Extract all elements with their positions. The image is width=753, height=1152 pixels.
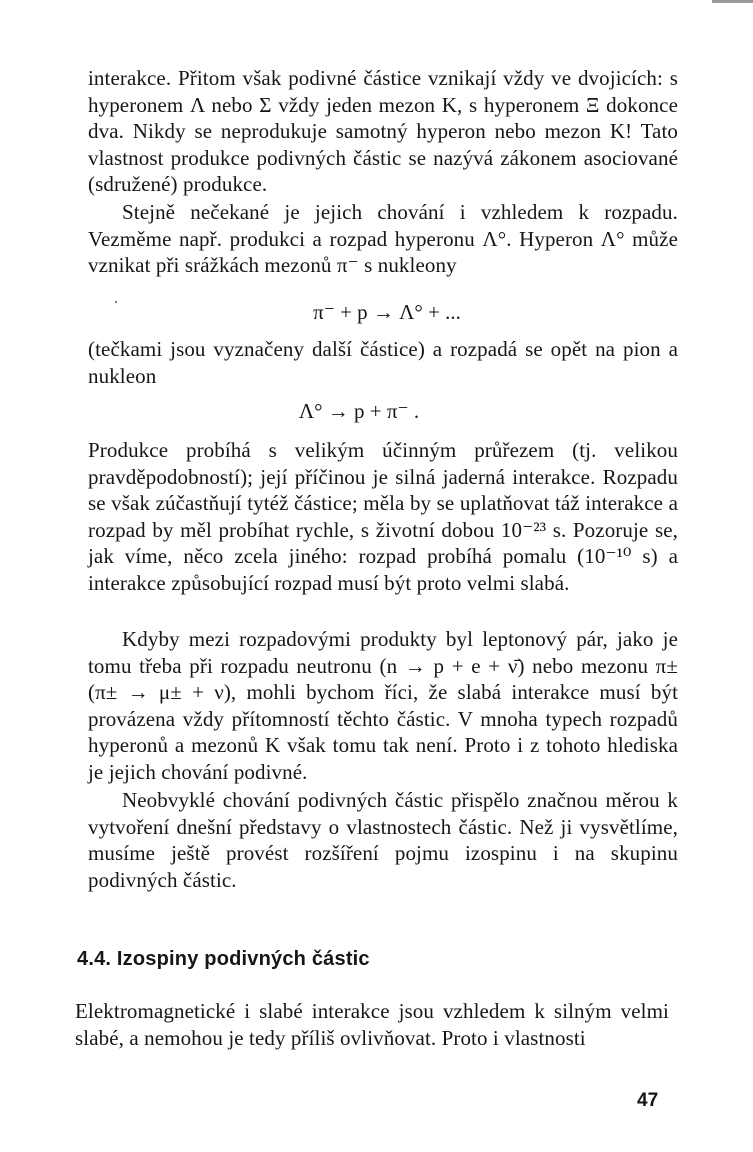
- section-heading: 4.4. Izospiny podivných částic: [77, 948, 370, 970]
- paragraph-electromagnetic: Elektromagnetické i slabé interakce jsou vzhledem k silným velmi slabé, a nemohou je tedy příliš ovlivňovat. Proto i vlastnosti: [75, 999, 669, 1050]
- page-number: 47: [637, 1090, 659, 1111]
- paragraph-decay-behaviour: Stejně nečekané je jejich chování i vzhledem k rozpadu. Vezměme např. produkci a rozpad hyperonu Λ°. Hyperon Λ° může vznikat při srážkách mezonů π⁻ s nukleony: [88, 200, 678, 278]
- paragraph-decay-description: (tečkami jsou vyznačeny další částice) a rozpadá se opět na pion a nukleon: [88, 337, 678, 388]
- paragraph-cross-section: Produkce probíhá s velikým účinným průřezem (tj. velikou pravděpodobností); její příčinou je silná jaderná interakce. Rozpadu se však zúčastňují tytéž částice; měla by se uplatňovat táž interakce a rozpad by měl probíhat rychle, s životní dobou 10⁻²³ s. Pozoruje se, jak víme, něco zcela jiného: rozpad probíhá pomalu (10⁻¹⁰ s) a interakce způsobující rozpad musí být proto velmi slabá.: [88, 438, 678, 595]
- paragraph-unusual-behaviour: Neobvyklé chování podivných částic přispělo značnou měrou k vytvoření dnešní představy o vlastnostech částic. Než ji vysvětlíme, musíme ještě provést rozšíření pojmu izospinu i na skupinu podivných částic.: [88, 788, 678, 892]
- equation-production: π⁻ + p → Λ° + ...: [313, 300, 461, 324]
- paragraph-lepton-pair: Kdyby mezi rozpadovými produkty byl leptonový pár, jako je tomu třeba při rozpadu neutronu (n → p + e + ν̄) nebo mezonu π± (π± → μ± + ν), mohli bychom říci, že slabá interakce musí být provázena vždy přítomností těchto částic. V mnoha typech rozpadů hyperonů a mezonů K však tomu tak není. Proto i z tohoto hlediska je jejich chování podivné.: [88, 627, 678, 784]
- equation-decay: Λ° → p + π⁻ .: [298, 399, 420, 423]
- paragraph-associated-production: interakce. Přitom však podivné částice vznikají vždy ve dvojicích: s hyperonem Λ nebo Σ vždy jeden mezon K, s hyperonem Ξ dokonce dva. Nikdy se neprodukuje samotný hyperon nebo mezon K! Tato vlastnost produkce podivných částic se nazývá zákonem asociované (sdružené) produkce.: [88, 66, 678, 197]
- scan-edge-mark: [712, 0, 753, 3]
